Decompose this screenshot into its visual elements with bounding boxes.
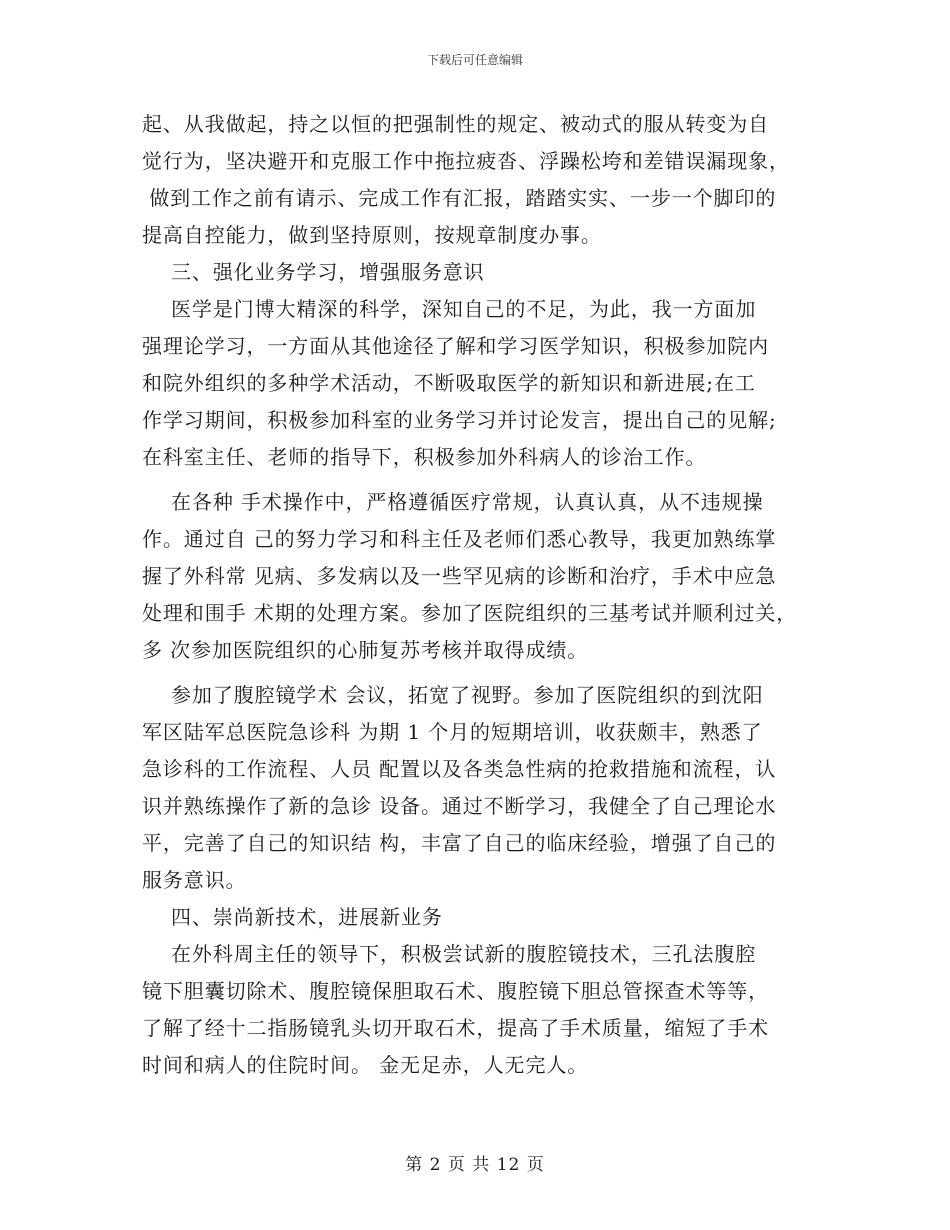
text-line: 时间和病人的住院时间。 金无足赤，人无完人。 [142, 1053, 589, 1077]
text-line: 识并熟练操作了新的急诊 设备。通过不断学习，我健全了自己理论水 [142, 794, 777, 818]
text-line: 作学习期间，积极参加科室的业务学习并讨论发言，提出自己的见解; [142, 408, 777, 432]
text-line: 急诊科的工作流程、人员 配置以及各类急性病的抢救措施和流程，认 [142, 757, 777, 781]
text-line: 服务意识。 [142, 868, 247, 892]
document-body [142, 106, 807, 1084]
text-line: 和院外组织的多种学术活动，不断吸取医学的新知识和新进展;在工 [142, 371, 756, 395]
paragraph-gap [142, 476, 807, 484]
text-line: 在科室主任、老师的指导下，积极参加外科病人的诊治工作。 [142, 445, 707, 469]
section-heading: 三、强化业务学习，增强服务意识 [142, 260, 485, 284]
paragraph-gap [142, 669, 807, 677]
text-line: 作。通过自 己的努力学习和科主任及老师们悉心教导，我更加熟练掌 [142, 527, 777, 551]
text-line: 强理论学习，一方面从其他途径了解和学习医学知识，积极参加院内 [142, 334, 769, 358]
text-line: 觉行为，坚决避开和克服工作中拖拉疲沓、浮躁松垮和差错误漏现象， [142, 149, 790, 173]
text-line: 起、从我做起，持之以恒的把强制性的规定、被动式的服从转变为自 [142, 112, 769, 136]
text-line: 做到工作之前有请示、完成工作有汇报，踏踏实实、一步一个脚印的 [142, 186, 777, 210]
text-line: 军区陆军总医院急诊科 为期 1 个月的短期培训，收获颇丰，熟悉了 [142, 720, 763, 744]
text-line: 平，完善了自己的知识结 构，丰富了自己的临床经验，增强了自己的 [142, 831, 777, 855]
text-line: 在外科周主任的领导下，积极尝试新的腹腔镜技术，三孔法腹腔 [142, 942, 757, 966]
text-line: 握了外科常 见病、多发病以及一些罕见病的诊断和治疗，手术中应急 [142, 564, 777, 588]
section-heading: 四、崇尚新技术，进展新业务 [142, 905, 443, 929]
text-line: 提高自控能力，做到坚持原则，按规章制度办事。 [142, 223, 602, 247]
text-line: 处理和围手 术期的处理方案。参加了医院组织的三基考试并顺利过关， [142, 601, 798, 625]
text-line: 参加了腹腔镜学术 会议，拓宽了视野。参加了医院组织的到沈阳 [142, 683, 764, 707]
text-line: 多 次参加医院组织的心肺复苏考核并取得成绩。 [142, 638, 589, 662]
page-header: 下载后可任意编辑 [426, 53, 523, 67]
text-line: 医学是门博大精深的科学，深知自己的不足，为此，我一方面加 [142, 297, 757, 321]
text-line: 了解了经十二指肠镜乳头切开取石术，提高了手术质量，缩短了手术 [142, 1016, 769, 1040]
text-line: 镜下胆囊切除术、腹腔镜保胆取石术、腹腔镜下胆总管探查术等等， [142, 979, 769, 1003]
page-footer: 第 2 页 共 12 页 [405, 1155, 545, 1175]
text-line: 在各种 手术操作中，严格遵循医疗常规，认真认真，从不违规操 [142, 490, 764, 514]
